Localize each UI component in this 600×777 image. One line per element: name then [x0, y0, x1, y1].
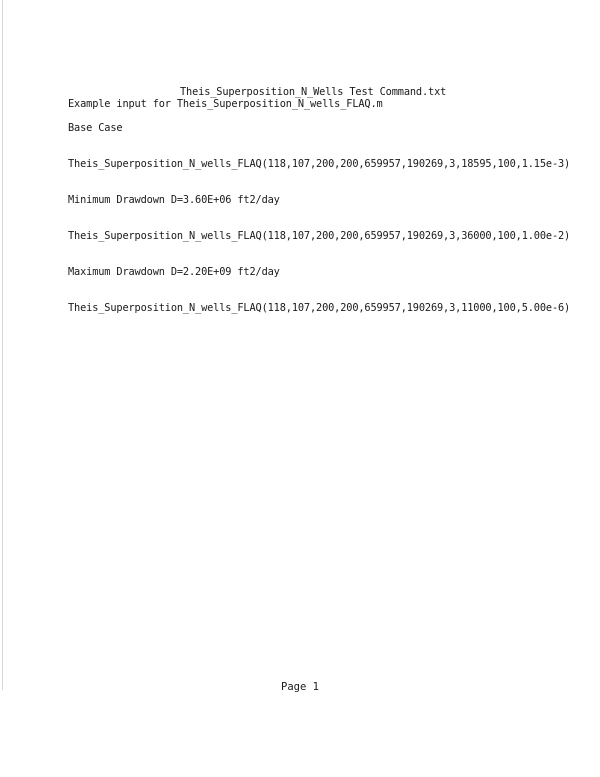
- command-line-maximum: Theis_Superposition_N_wells_FLAQ(118,107,200,200,659957,190269,3,11000,100,5.00e-6): [68, 302, 571, 314]
- document-subtitle: Example input for Theis_Superposition_N_wells_FLAQ.m: [68, 98, 383, 110]
- command-line-base: Theis_Superposition_N_wells_FLAQ(118,107,200,200,659957,190269,3,18595,100,1.15e-3): [68, 158, 571, 170]
- scan-edge-line: [2, 0, 3, 690]
- maximum-drawdown-heading: Maximum Drawdown D=2.20E+09 ft2/day: [68, 266, 280, 278]
- page-number: Page 1: [281, 681, 319, 693]
- command-line-minimum: Theis_Superposition_N_wells_FLAQ(118,107,200,200,659957,190269,3,36000,100,1.00e-2): [68, 230, 571, 242]
- document-title: Theis_Superposition_N_Wells Test Command.txt: [180, 86, 447, 98]
- minimum-drawdown-heading: Minimum Drawdown D=3.60E+06 ft2/day: [68, 194, 280, 206]
- base-case-heading: Base Case: [68, 122, 123, 134]
